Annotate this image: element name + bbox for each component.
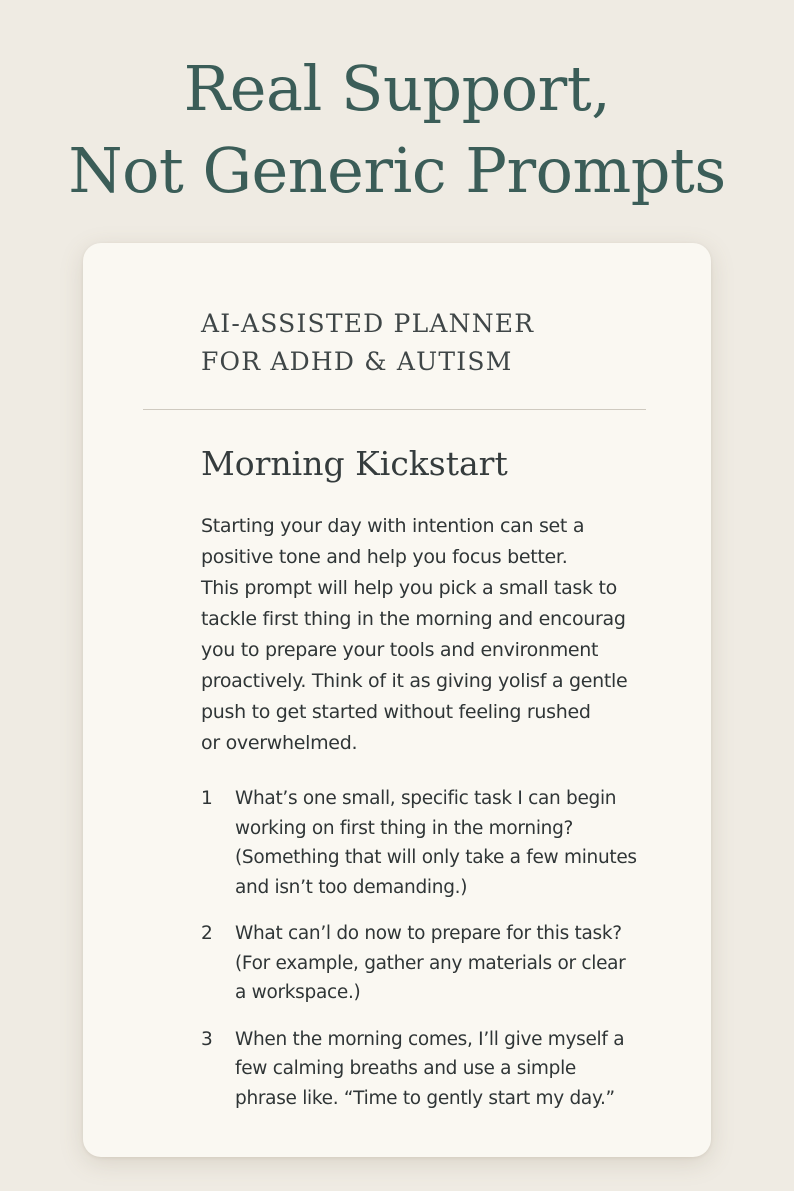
- prompt-number: 2: [201, 923, 213, 944]
- prompt-item: [201, 784, 681, 902]
- section-title: Morning Kickstart: [201, 444, 508, 483]
- intro-line: positive tone and help you focus better.: [201, 546, 568, 568]
- prompt-line: What’s one small, specific task I can begin: [235, 788, 617, 809]
- eyebrow-line: AI-ASSISTED PLANNER: [201, 309, 535, 338]
- prompt-list: [201, 784, 681, 1130]
- headline-line: Real Support,: [183, 52, 611, 125]
- prompt-line: (Something that will only take a few minutes: [235, 847, 637, 868]
- intro-line: or overwhelmed.: [201, 732, 358, 754]
- prompt-item: [201, 1025, 681, 1114]
- prompt-line: and isn’t too demanding.): [235, 876, 468, 898]
- prompt-line: (For example, gather any materials or clear: [235, 952, 626, 974]
- planner-eyebrow: [201, 305, 534, 381]
- prompt-line: phrase like. “Time to gently start my day.”: [235, 1087, 615, 1109]
- headline: [0, 48, 794, 212]
- intro-line: This prompt will help you pick a small task to: [201, 577, 617, 599]
- prompt-line: a workspace.): [235, 982, 361, 1003]
- intro-line: tackle first thing in the morning and encourag: [201, 608, 626, 630]
- prompt-number: 1: [201, 788, 213, 809]
- intro-line: Starting your day with intention can set a: [201, 515, 585, 537]
- intro-line: push to get started without feeling rushed: [201, 701, 591, 723]
- prompt-line: few calming breaths and use a simple: [235, 1058, 577, 1079]
- eyebrow-line: FOR ADHD & AUTISM: [201, 347, 513, 376]
- headline-line: Not Generic Prompts: [68, 134, 726, 207]
- divider: [143, 409, 646, 410]
- prompt-line: working on first thing in the morning?: [235, 817, 574, 839]
- planner-card: [83, 243, 711, 1157]
- prompt-line: When the morning comes, I’ll give myself a: [235, 1028, 625, 1050]
- intro-paragraph: [201, 511, 671, 759]
- prompt-number: 3: [201, 1028, 213, 1050]
- intro-line: you to prepare your tools and environment: [201, 639, 599, 661]
- prompt-line: What can’l do now to prepare for this task?: [235, 923, 622, 944]
- prompt-item: [201, 919, 681, 1008]
- intro-line: proactively. Think of it as giving yolisf a gentle: [201, 670, 628, 692]
